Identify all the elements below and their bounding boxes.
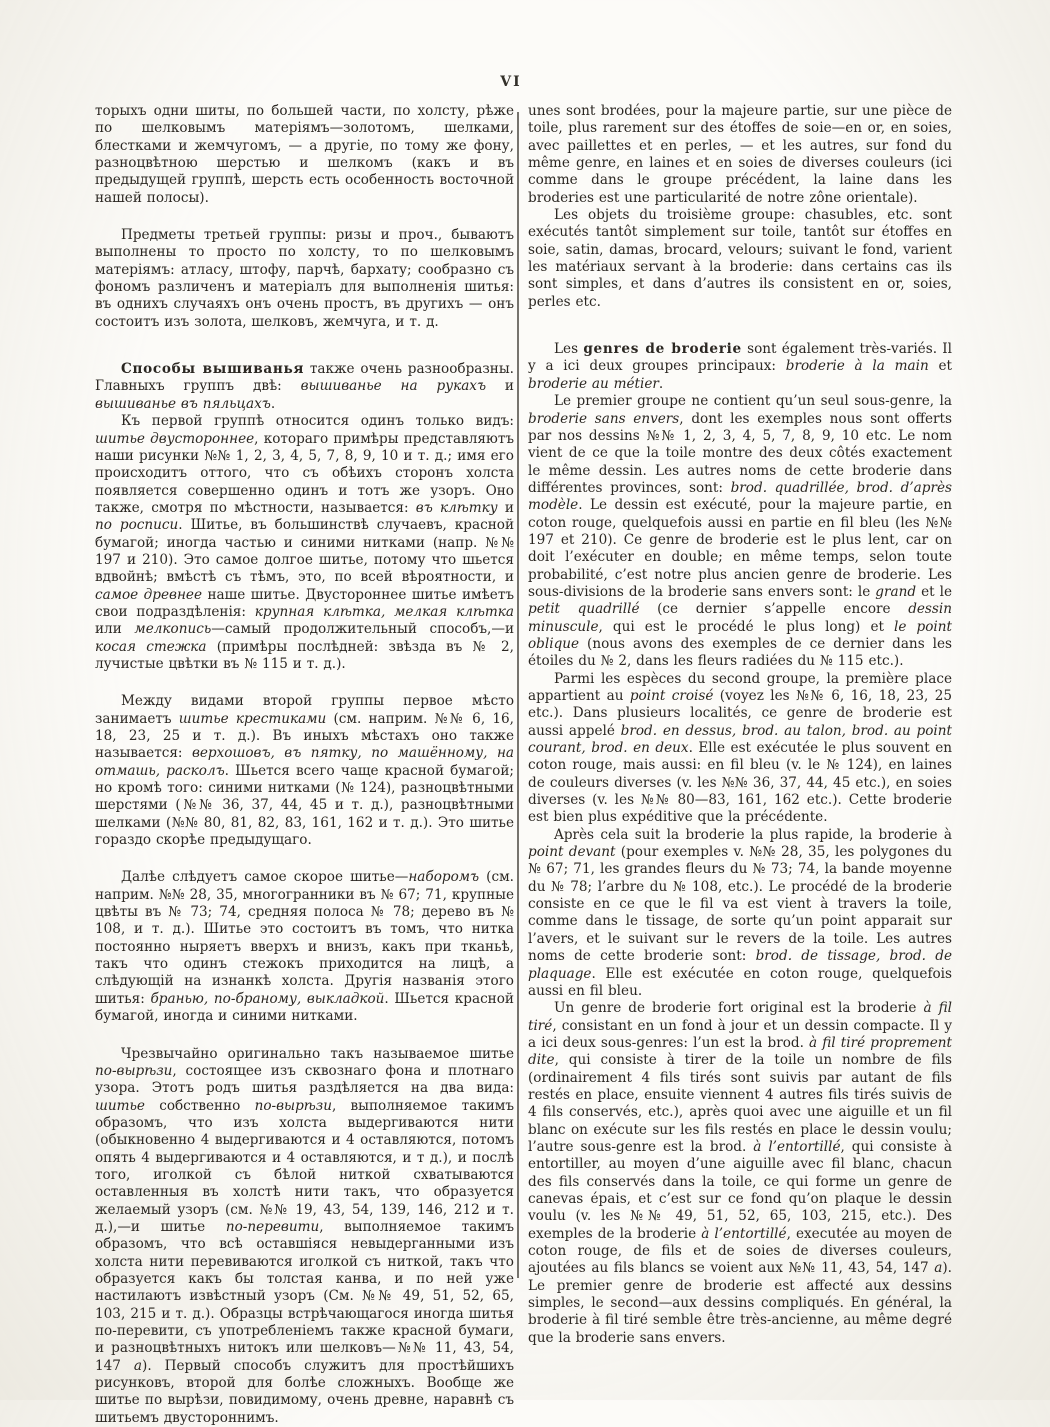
- paragraph: [528, 1000, 952, 1347]
- paragraph: [528, 671, 952, 827]
- text-run: торыхъ одни шиты, по большей части, по холсту, рѣже по шелковымъ матеріямъ—золотомъ, шелками, блестками и жемчугомъ, — а другіе, по тому же фону, разноцвѣтною шерстью и шелкомъ (какъ и въ предыдущей группѣ, шерсть есть особенность восточной нашей полосы).: [95, 103, 514, 206]
- paragraph: [95, 693, 514, 849]
- text-run: à l’entortillé: [701, 1226, 786, 1242]
- text-run: brod. quadrillée, brod. d’après modèle: [528, 480, 952, 513]
- paragraph: [95, 361, 514, 413]
- text-run: , qui consiste à tirer de la toile un nombre de fils (ordinairement 4 fils tirés sont suivis par autant de fils restés en place, ensuite viennent 4 autres fils tirés suivis de 4 fils conservés, etc.), après quoi avec une aiguille et un fil blanc on exécute sur les fils restés en place le dessin voulu; l’autre sous-genre est la brod.: [528, 1052, 952, 1155]
- text-run: (примѣры послѣдней: звѣзда въ № 2, лучистые цвѣтки въ № 115 и т. д.).: [95, 639, 514, 672]
- text-run: вышиванье въ пяльцахъ: [95, 396, 271, 412]
- paragraph: [528, 103, 952, 207]
- text-run: Къ первой группѣ относится одинъ только видъ:: [121, 413, 514, 429]
- text-run: à fil tiré: [528, 1000, 952, 1033]
- text-run: , котораго примѣры представляютъ наши рисунки №№ 1, 2, 3, 4, 5, 7, 8, 9, 10 и т. д.; имя его происходитъ оттого, что съ обѣихъ сторонъ холста появляется совершенно одинъ и тотъ же узоръ. Оно также, смотря по мѣстности, называется:: [95, 431, 514, 516]
- text-run: (voyez les №№ 6, 16, 18, 23, 25 etc.). Dans plusieurs localités, ce genre de broderie est aussi appelé: [528, 688, 952, 739]
- text-run: dessin minuscule: [528, 601, 952, 634]
- text-run: Après cela suit la broderie la plus rapide, la broderie à: [554, 827, 952, 843]
- text-run: также очень разнообразны. Главныхъ группъ двѣ:: [95, 361, 514, 394]
- text-run: à fil tiré proprement dite: [528, 1035, 952, 1068]
- text-run: , выполняемое такимъ образомъ, что изъ холста выдергиваются нити (обыкновенно 4 выдергиваются и 4 оставляются, потомъ опять 4 выдергиваются и 4 оставляются, и т д.), и послѣ того, иголкой съ бѣлой ниткой схватываются оставленныя въ холстѣ нити такъ, что образуется желаемый узоръ (см. №№ 19, 43, 54, 139, 146, 212 и т. д.),—и шитье: [95, 1098, 514, 1235]
- text-run: мелкопись: [134, 621, 211, 637]
- text-run: и: [486, 378, 514, 394]
- text-run: broderie sans envers: [528, 411, 679, 427]
- text-run: —самый продолжительный способъ,—и: [211, 621, 514, 637]
- text-run: (pour exemples v. №№ 28, 35, les polygones du № 67; 71, les grandes fleurs du № 73; 74, la bande moyenne du № 78; l’arbre du № 108, etc.). Le procédé de la broderie consiste en ce que le fil va est vient à travers la toile, comme dans le tissage, de sorte qu’un point apparait sur l’avers, et le suivant sur le revers de la toile. Les autres noms de cette broderie sont:: [528, 844, 952, 964]
- text-run: Le premier groupe ne contient qu’un seul sous-genre, la: [554, 393, 952, 409]
- paragraph: [95, 227, 514, 331]
- text-run: (см. наприм. №№ 28, 35, многогранники въ № 67; 71, крупные цвѣты въ № 73; 74, средняя полоса № 78; дерево въ № 108, и т. д.). Шитье это состоитъ въ томъ, что нитка постоянно ныряетъ вверхъ и внизъ, какъ при тканьѣ, такъ что одинъ стежокъ приходится на лицѣ, а слѣдующій на изнанкѣ холста. Другія названія этого шитья:: [95, 869, 514, 1006]
- text-run: . Шьется всего чаще красной бумагой; но кромѣ того: синими нитками (№ 124), разноцвѣтными шерстями (№№ 36, 37, 44, 45 и т. д.), разноцвѣтными шелками (№№ 80, 81, 82, 83, 161, 162 и т. д.). Это шитье гораздо скорѣе предыдущаго.: [95, 763, 514, 848]
- text-run: (см. наприм. №№ 6, 16, 18, 23, 25 и т. д.). Въ иныхъ мѣстахъ оно также называется:: [95, 711, 514, 762]
- text-run: Un genre de broderie fort original est la broderie: [554, 1000, 923, 1016]
- text-run: бранью, по-браному, выкладкой: [150, 991, 384, 1007]
- text-run: наборомъ: [408, 869, 479, 885]
- text-run: и: [498, 500, 514, 516]
- text-run: въ клѣтку: [416, 500, 498, 516]
- text-run: . Elle est exécutée en coton rouge, quelquefois aussi en fil bleu.: [528, 966, 952, 999]
- column-divider: [517, 112, 519, 1278]
- text-run: Чрезвычайно оригинально такъ называемое шитье: [121, 1046, 514, 1062]
- left-column-russian: [95, 103, 514, 1427]
- text-run: , qui est le procédé le plus long) et: [599, 619, 895, 635]
- text-run: broderie au métier: [528, 376, 659, 392]
- text-run: . Elle est exécutée le plus souvent en coton rouge, mais aussi: en fil bleu (v. le № 124), en laines de couleurs diverses (v. les №№ 36, 37, 44, 45 etc.), en soies diverses (v. les №№ 80—83, 161, 162 etc.). Cette broderie est bien plus expéditive que la précédente.: [528, 740, 952, 825]
- text-run: . Le dessin est exécuté, pour la majeure partie, en coton rouge, quelquefois aussi en partie en fil bleu (les №№ 197 et 210). Ce genre de broderie est le plus lent, car on doit l’exécuter en double; en même temps, selon toute probabilité, c’est notre plus ancien genre de broderie. Les sous-divisions de la broderie sans envers sont: le: [528, 497, 952, 600]
- text-run: Способы вышиванья: [121, 361, 304, 377]
- text-run: крупная клѣтка, мелкая клѣтка: [255, 604, 514, 620]
- text-run: по-вырѣзи: [95, 1063, 172, 1079]
- text-run: le point oblique: [528, 619, 952, 652]
- text-run: . Шьется красной бумагой, иногда и синими нитками.: [95, 991, 514, 1024]
- text-run: sont également très-variés. Il y a ici deux groupes principaux:: [528, 341, 952, 374]
- paragraph: [528, 393, 952, 671]
- text-run: unes sont brodées, pour la majeure partie, sur une pièce de toile, plus rarement sur des étoffes de soie—en or, en soies, avec paillettes et en perles, — et les autres, sur fond du même genre, en laines et en soies de diverses couleurs (ici comme dans le groupe précédent, la laine dans les broderies est une particularité de notre zône orientale).: [528, 103, 952, 206]
- page-number: VI: [0, 74, 1022, 90]
- text-run: genres de broderie: [583, 341, 742, 357]
- text-run: Между видами второй группы первое мѣсто занимаетъ: [95, 693, 514, 726]
- text-run: Les objets du troisième groupe: chasubles, etc. sont exécutés tantôt simplement sur toile, tantôt sur étoffes en soie, satin, damas, brocard, velours; suivant le fond, varient les matériaux servant à la broderie: dans certains cas ils sont simples, et dans d’autres ils consistent en or, soies, perles etc.: [528, 207, 952, 310]
- text-run: .: [659, 376, 663, 392]
- text-run: шитье двустороннее: [95, 431, 254, 447]
- text-run: самое древнее: [95, 587, 202, 603]
- text-run: et le: [916, 584, 952, 600]
- text-run: или: [95, 621, 134, 637]
- text-run: petit quadrillé: [528, 601, 640, 617]
- right-column-french: [528, 103, 952, 1347]
- text-run: point croisé: [630, 688, 714, 704]
- text-run: , выполняемое такимъ образомъ, что всѣ оставшіяся невыдерганными изъ холста нити перевиваются иголкой съ ниткой, такъ что образуется какъ бы толстая канва, и по ней уже настилаютъ извѣстный узоръ (См. №№ 49, 51, 52, 65, 103, 215 и т. д.). Образцы встрѣчающагося иногда шитья по-перевити, съ употребленіемъ также красной бумаги, и разноцвѣтныхъ нитокъ или шелковъ—№№ 11, 43, 54, 147: [95, 1219, 514, 1374]
- text-run: косая стежка: [95, 639, 207, 655]
- text-run: , состоящее изъ сквознаго фона и плотнаго узора. Этотъ родъ шитья раздѣляется на два вида:: [95, 1063, 514, 1096]
- text-run: . Шитье, въ большинствѣ случаевъ, красной бумагой; иногда частью и синими нитками (напр. №№ 197 и 210). Это самое долгое шитье, потому что шьется вдвойнѣ; вмѣстѣ съ тѣмъ, это, по всей вѣроятности, и: [95, 517, 514, 585]
- text-run: вышиванье на рукахъ: [301, 378, 486, 394]
- paragraph: [95, 413, 514, 673]
- text-run: .: [271, 396, 275, 412]
- text-run: по росписи: [95, 517, 178, 533]
- text-run: а: [134, 1358, 142, 1374]
- text-run: верхошовъ, въ пятку, по машённому, на отмашь, расколъ: [95, 745, 514, 778]
- paragraph: [528, 341, 952, 393]
- text-run: шитье: [95, 1098, 145, 1114]
- text-run: Parmi les espèces du second groupe, la première place appartient au: [528, 671, 952, 704]
- text-run: (nous avons des exemples de ce dernier dans les étoiles du № 2, dans les fleurs radiées du № 115 etc.).: [528, 636, 952, 669]
- text-run: ). Первый способъ служитъ для простѣйшихъ рисунковъ, второй для болѣе сложныхъ. Вообще же шитье по вырѣзи, повидимому, очень древне, наравнѣ съ шитьемъ двустороннимъ.: [95, 1358, 514, 1426]
- text-run: Предметы третьей группы: ризы и проч., бываютъ выполнены то просто по холсту, то по шелковымъ матеріямъ: атласу, штофу, парчѣ, бархату; сообразно съ фономъ различенъ и матеріалъ для выполненія шитья: въ однихъ случаяхъ онъ очень простъ, въ другихъ — онъ состоитъ изъ золота, шелковъ, жемчуга, и т. д.: [95, 227, 514, 330]
- text-run: по-вырѣзи: [255, 1098, 332, 1114]
- text-run: , qui consiste à entortiller, au moyen d’une aiguille avec fil blanc, chacun des fils conservés dans la toile, ce qui forme un genre de canevas épais, et c’est sur ce fond qu’on plaque le dessin voulu (v. les №№ 49, 51, 52, 65, 103, 215, etc.). Des exemples de la broderie: [528, 1139, 952, 1242]
- text-run: Les: [554, 341, 583, 357]
- text-run: , dont les exemples nous sont offerts par nos dessins №№ 1, 2, 3, 4, 5, 7, 8, 9, 10 etc. Le nom vient de ce que la toile montre des deux côtés exactement le même dessin. Les autres noms de cette broderie dans différentes provinces, sont:: [528, 411, 952, 496]
- text-run: Далѣе слѣдуетъ самое скорое шитье—: [121, 869, 408, 885]
- text-run: ). Le premier genre de broderie est affecté aux dessins simples, le second—aux dessins compliqués. En général, la broderie à fil tiré semble être très-ancienne, au même degré que la broderie sans envers.: [528, 1260, 952, 1345]
- text-run: по-перевити: [226, 1219, 319, 1235]
- text-run: наше шитье. Двустороннее шитье имѣетъ свои подраздѣленія:: [95, 587, 514, 620]
- text-run: , executée au moyen de coton rouge, de fils et de soies de diverses couleurs, ajoutées au fils blancs se voient aux №№ 11, 43, 54, 147: [528, 1226, 952, 1277]
- text-run: , consistant en un fond à jour et un dessin compacte. Il y a ici deux sous-genres: l’un est la brod.: [528, 1018, 952, 1051]
- paragraph: [95, 103, 514, 207]
- paragraph: [528, 207, 952, 311]
- text-run: point devant: [528, 844, 616, 860]
- text-run: собственно: [145, 1098, 255, 1114]
- paragraph: [95, 869, 514, 1025]
- text-run: à l’entortillé: [753, 1139, 840, 1155]
- text-run: brod. en dessus, brod. au talon, brod. au point courant, brod. en deux: [528, 723, 952, 756]
- text-run: шитье крестиками: [179, 711, 327, 727]
- text-run: et: [929, 358, 952, 374]
- text-run: (ce dernier s’appelle encore: [640, 601, 909, 617]
- paragraph: [95, 1046, 514, 1427]
- text-run: grand: [875, 584, 916, 600]
- text-run: a: [934, 1260, 942, 1276]
- text-run: broderie à la main: [786, 358, 929, 374]
- text-run: brod. de tissage, brod. de plaquage: [528, 948, 952, 981]
- paragraph: [528, 827, 952, 1000]
